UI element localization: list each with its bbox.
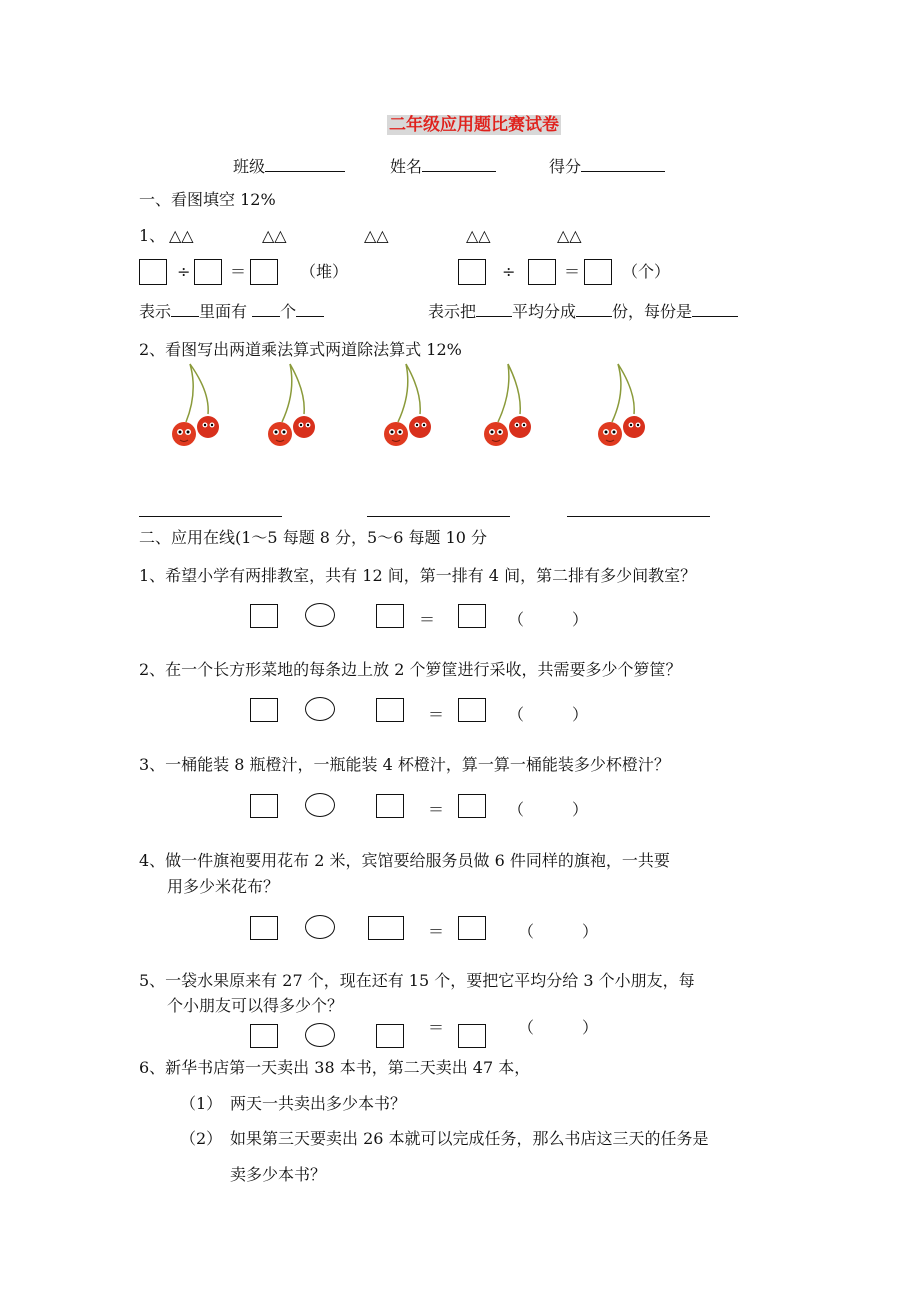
answer-box[interactable] bbox=[376, 794, 404, 818]
q2-text: 2、看图写出两道乘法算式两道除法算式 12% bbox=[139, 340, 462, 359]
sentence-text: 份，每份是 bbox=[612, 302, 693, 321]
equals-sign: ＝ bbox=[419, 610, 436, 629]
triangle-group-2: △△ bbox=[262, 226, 287, 245]
score-field[interactable] bbox=[549, 155, 665, 177]
answer-box[interactable] bbox=[458, 916, 486, 940]
cherry-icon bbox=[382, 362, 442, 452]
blank[interactable] bbox=[296, 300, 324, 317]
blank[interactable] bbox=[252, 300, 280, 317]
answer-box[interactable] bbox=[250, 916, 278, 940]
answer-box[interactable] bbox=[458, 1024, 486, 1048]
unit-label: （堆） bbox=[300, 262, 349, 281]
equals-sign: ＝ bbox=[428, 705, 445, 724]
blank[interactable] bbox=[576, 300, 612, 317]
unit-paren[interactable]: （ ） bbox=[518, 1018, 599, 1037]
sub-question-text-cont: 卖多少本书？ bbox=[230, 1165, 327, 1184]
blank[interactable] bbox=[476, 300, 512, 317]
equals-sign: ＝ bbox=[428, 922, 445, 941]
triangle-group-5: △△ bbox=[557, 226, 582, 245]
blank[interactable] bbox=[692, 300, 738, 317]
unit-paren[interactable]: （ ） bbox=[508, 800, 589, 819]
answer-box[interactable] bbox=[250, 259, 278, 285]
answer-box[interactable] bbox=[368, 916, 404, 940]
answer-box[interactable] bbox=[528, 259, 556, 285]
q1-number: 1、 bbox=[139, 226, 166, 245]
sentence-text: 表示把 bbox=[428, 302, 477, 321]
cherry-icon bbox=[482, 362, 542, 452]
divide-sign: ÷ bbox=[177, 262, 191, 281]
cherry-icon bbox=[266, 362, 326, 452]
unit-label: （个） bbox=[622, 262, 671, 281]
answer-box[interactable] bbox=[584, 259, 612, 285]
section1-heading: 一、看图填空 12% bbox=[139, 190, 276, 209]
cherry-icon bbox=[170, 362, 230, 452]
answer-box[interactable] bbox=[376, 1024, 404, 1048]
problem-text: 3、一桶能装 8 瓶橙汁，一瓶能装 4 杯橙汁，算一算一桶能装多少杯橙汁？ bbox=[139, 755, 670, 774]
class-field[interactable] bbox=[233, 155, 345, 177]
answer-box[interactable] bbox=[376, 698, 404, 722]
operator-circle[interactable] bbox=[305, 603, 335, 627]
problem-text: 4、做一件旗袍要用花布 2 米，宾馆要给服务员做 6 件同样的旗袍，一共要 bbox=[139, 851, 670, 870]
sub-question-text: 如果第三天要卖出 26 本就可以完成任务，那么书店这三天的任务是 bbox=[230, 1129, 709, 1148]
sentence-text: 个 bbox=[280, 302, 297, 321]
problem-text: 2、在一个长方形菜地的每条边上放 2 个箩筐进行采收，共需要多少个箩筐？ bbox=[139, 660, 682, 679]
blank[interactable] bbox=[171, 300, 199, 317]
sub-question-number: （1） bbox=[180, 1094, 223, 1113]
triangle-group-1: △△ bbox=[169, 226, 194, 245]
sentence-text: 平均分成 bbox=[512, 302, 577, 321]
operator-circle[interactable] bbox=[305, 1023, 335, 1047]
fill-sentence-left bbox=[139, 300, 324, 322]
operator-circle[interactable] bbox=[305, 915, 335, 939]
unit-paren[interactable]: （ ） bbox=[518, 922, 599, 941]
problem-text-cont: 用多少米花布？ bbox=[167, 877, 280, 896]
name-label: 姓名 bbox=[390, 157, 423, 176]
sub-question-number: （2） bbox=[180, 1129, 223, 1148]
equals-sign: ＝ bbox=[428, 1018, 445, 1037]
page-title: 二年级应用题比赛试卷 bbox=[389, 115, 559, 135]
equals-sign: ＝ bbox=[564, 262, 581, 281]
answer-box[interactable] bbox=[250, 794, 278, 818]
operator-circle[interactable] bbox=[305, 697, 335, 721]
problem-text: 5、一袋水果原来有 27 个，现在还有 15 个，要把它平均分给 3 个小朋友，每 bbox=[139, 971, 695, 990]
answer-box[interactable] bbox=[250, 698, 278, 722]
sentence-text: 里面有 bbox=[199, 302, 248, 321]
problem-text-cont: 个小朋友可以得多少个？ bbox=[167, 996, 344, 1015]
equals-sign: ＝ bbox=[230, 262, 247, 281]
answer-box[interactable] bbox=[376, 604, 404, 628]
problem-text: 6、新华书店第一天卖出 38 本书，第二天卖出 47 本， bbox=[139, 1058, 531, 1077]
sub-question-text: 两天一共卖出多少本书？ bbox=[230, 1094, 407, 1113]
answer-box[interactable] bbox=[458, 698, 486, 722]
answer-box[interactable] bbox=[194, 259, 222, 285]
answer-box[interactable] bbox=[458, 604, 486, 628]
divide-sign: ÷ bbox=[502, 262, 516, 281]
triangle-group-3: △△ bbox=[364, 226, 389, 245]
answer-box[interactable] bbox=[250, 604, 278, 628]
operator-circle[interactable] bbox=[305, 793, 335, 817]
equals-sign: ＝ bbox=[428, 800, 445, 819]
name-field[interactable] bbox=[390, 155, 496, 177]
triangle-group-4: △△ bbox=[466, 226, 491, 245]
answer-line[interactable] bbox=[567, 516, 710, 517]
answer-box[interactable] bbox=[458, 259, 486, 285]
problem-text: 1、希望小学有两排教室，共有 12 间，第一排有 4 间，第二排有多少间教室？ bbox=[139, 566, 697, 585]
answer-line[interactable] bbox=[367, 516, 510, 517]
class-label: 班级 bbox=[233, 157, 266, 176]
answer-box[interactable] bbox=[458, 794, 486, 818]
sentence-text: 表示 bbox=[139, 302, 172, 321]
section2-heading: 二、应用在线(1～5 每题 8 分，5～6 每题 10 分 bbox=[139, 528, 488, 547]
cherry-icon bbox=[596, 362, 656, 452]
unit-paren[interactable]: （ ） bbox=[508, 705, 589, 724]
answer-box[interactable] bbox=[139, 259, 167, 285]
score-label: 得分 bbox=[549, 157, 582, 176]
answer-box[interactable] bbox=[250, 1024, 278, 1048]
fill-sentence-right bbox=[428, 300, 738, 322]
answer-line[interactable] bbox=[139, 516, 282, 517]
unit-paren[interactable]: （ ） bbox=[508, 610, 589, 629]
